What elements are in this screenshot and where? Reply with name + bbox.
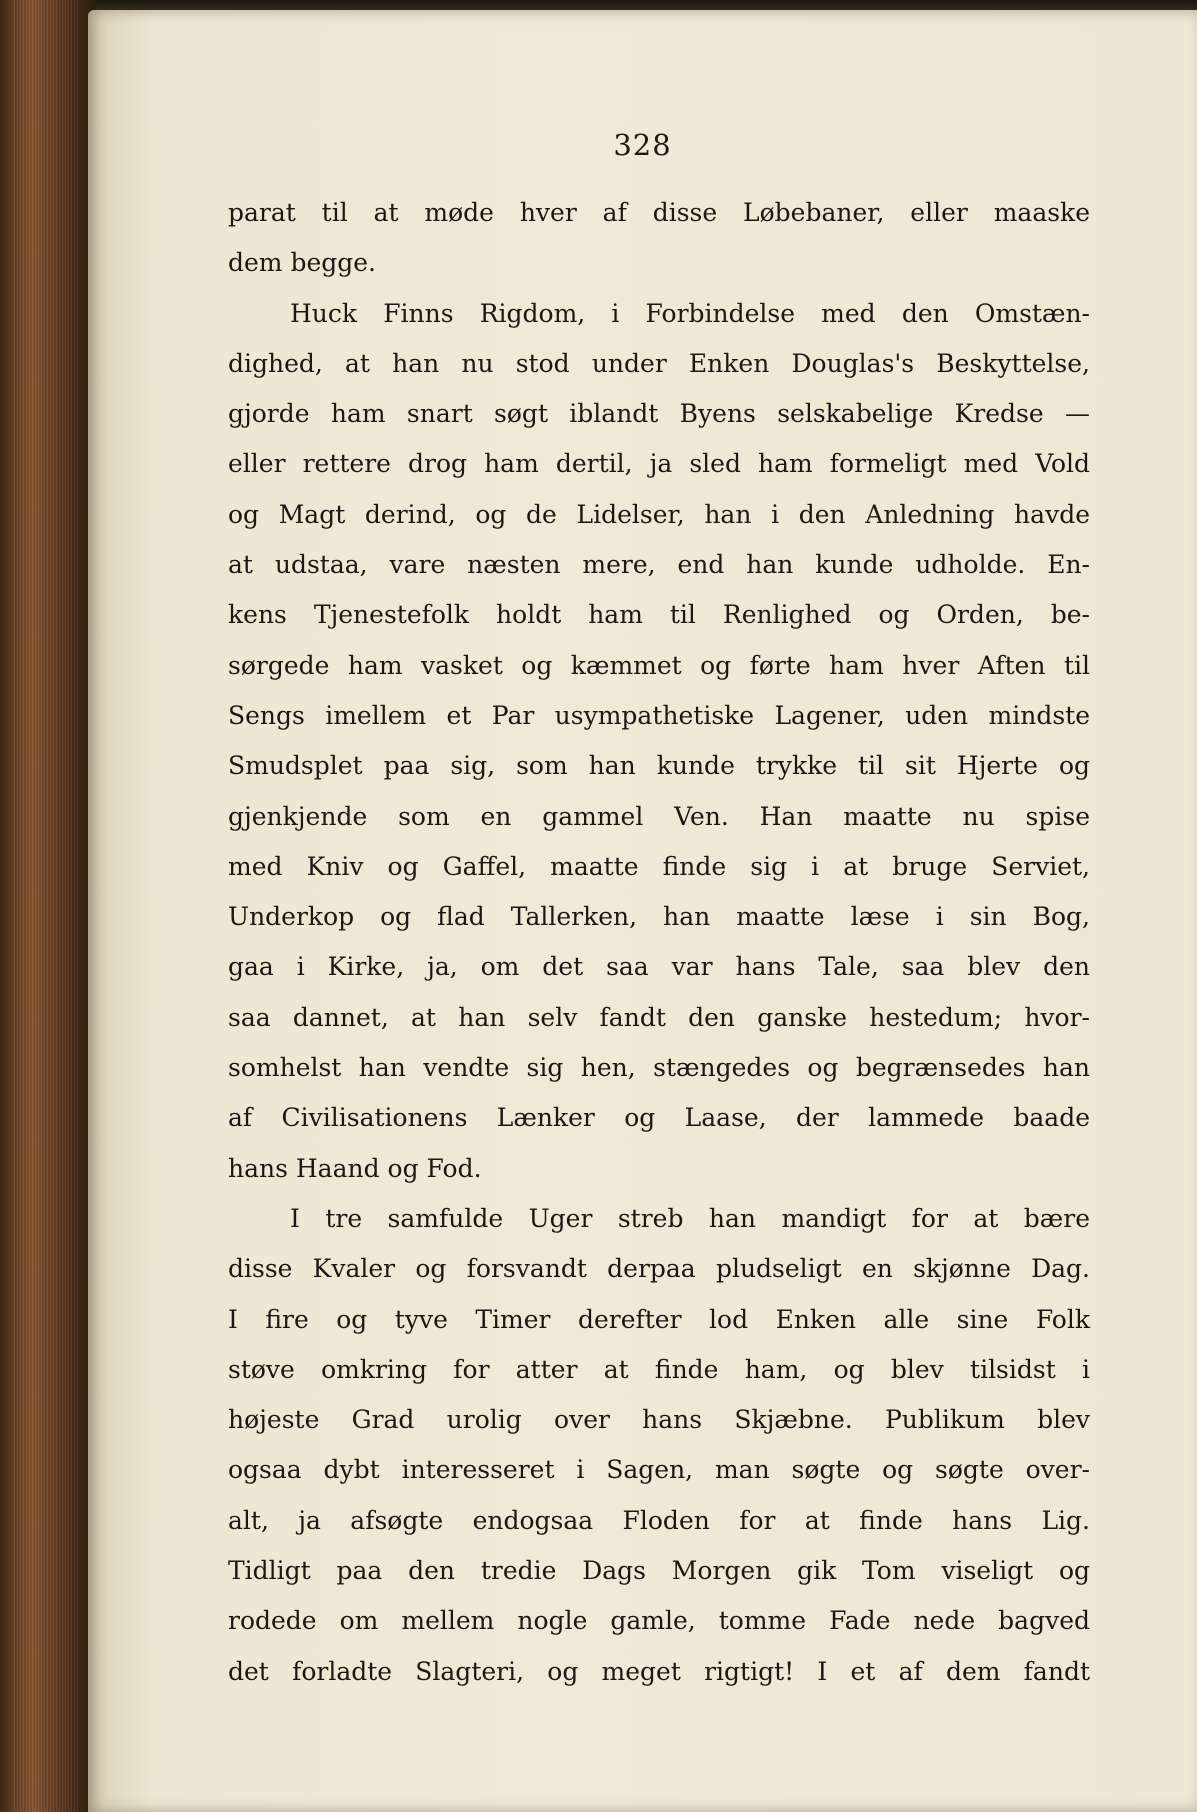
text-line: rodede om mellem nogle gamle, tomme Fade nede bagved xyxy=(228,1606,1090,1636)
text-line: Sengs imellem et Par usympathetiske Lagener, uden mindste xyxy=(228,700,1090,730)
text-line: støve omkring for atter at finde ham, og blev tilsidst i xyxy=(228,1354,1090,1384)
page-body-text xyxy=(228,188,1090,1697)
text-line: hans Haand og Fod. xyxy=(228,1153,482,1183)
text-line: parat til at møde hver af disse Løbebaner, eller maaske xyxy=(228,198,1090,227)
text-line: og Magt derind, og de Lidelser, han i den Anledning havde xyxy=(228,499,1090,529)
text-line: alt, ja afsøgte endogsaa Floden for at finde hans Lig. xyxy=(228,1505,1090,1535)
text-line: kens Tjenestefolk holdt ham til Renlighed og Orden, be- xyxy=(228,600,1090,630)
text-line: I fire og tyve Timer derefter lod Enken alle sine Folk xyxy=(228,1304,1090,1334)
text-line: ogsaa dybt interesseret i Sagen, man søgte og søgte over- xyxy=(228,1455,1090,1485)
text-line: eller rettere drog ham dertil, ja sled ham formeligt med Vold xyxy=(228,449,1090,479)
text-line: Huck Finns Rigdom, i Forbindelse med den Omstæn- xyxy=(290,298,1090,328)
text-line: Underkop og flad Tallerken, han maatte læse i sin Bog, xyxy=(228,902,1090,932)
text-line: dighed, at han nu stod under Enken Douglas's Beskyttelse, xyxy=(228,348,1090,378)
text-line: gaa i Kirke, ja, om det saa var hans Tale, saa blev den xyxy=(228,952,1090,982)
text-line: med Kniv og Gaffel, maatte finde sig i at bruge Serviet, xyxy=(228,851,1090,881)
text-line: at udstaa, vare næsten mere, end han kunde udholde. En- xyxy=(228,550,1090,580)
text-line: disse Kvaler og forsvandt derpaa pludseligt en skjønne Dag. xyxy=(228,1254,1090,1284)
book-binding xyxy=(0,0,96,1812)
text-line: Tidligt paa den tredie Dags Morgen gik Tom viseligt og xyxy=(228,1556,1090,1586)
text-line: Smudsplet paa sig, som han kunde trykke til sit Hjerte og xyxy=(228,751,1090,781)
book-page xyxy=(88,10,1197,1812)
text-line: sørgede ham vasket og kæmmet og førte ham hver Aften til xyxy=(228,650,1090,680)
text-line: af Civilisationens Lænker og Laase, der lammede baade xyxy=(228,1103,1090,1133)
text-line: somhelst han vendte sig hen, stængedes og begrænsedes han xyxy=(228,1053,1090,1083)
text-line: dem begge. xyxy=(228,248,376,278)
text-line: I tre samfulde Uger streb han mandigt for at bære xyxy=(290,1203,1090,1233)
text-line: det forladte Slagteri, og meget rigtigt! I et af dem fandt xyxy=(228,1656,1090,1686)
text-line: gjenkjende som en gammel Ven. Han maatte nu spise xyxy=(228,801,1090,831)
page-edges xyxy=(14,0,80,1812)
text-line: saa dannet, at han selv fandt den ganske hestedum; hvor- xyxy=(228,1002,1090,1032)
text-line: gjorde ham snart søgt iblandt Byens selskabelige Kredse — xyxy=(228,399,1090,429)
page-number: 328 xyxy=(613,128,672,162)
text-line: højeste Grad urolig over hans Skjæbne. Publikum blev xyxy=(228,1405,1090,1435)
